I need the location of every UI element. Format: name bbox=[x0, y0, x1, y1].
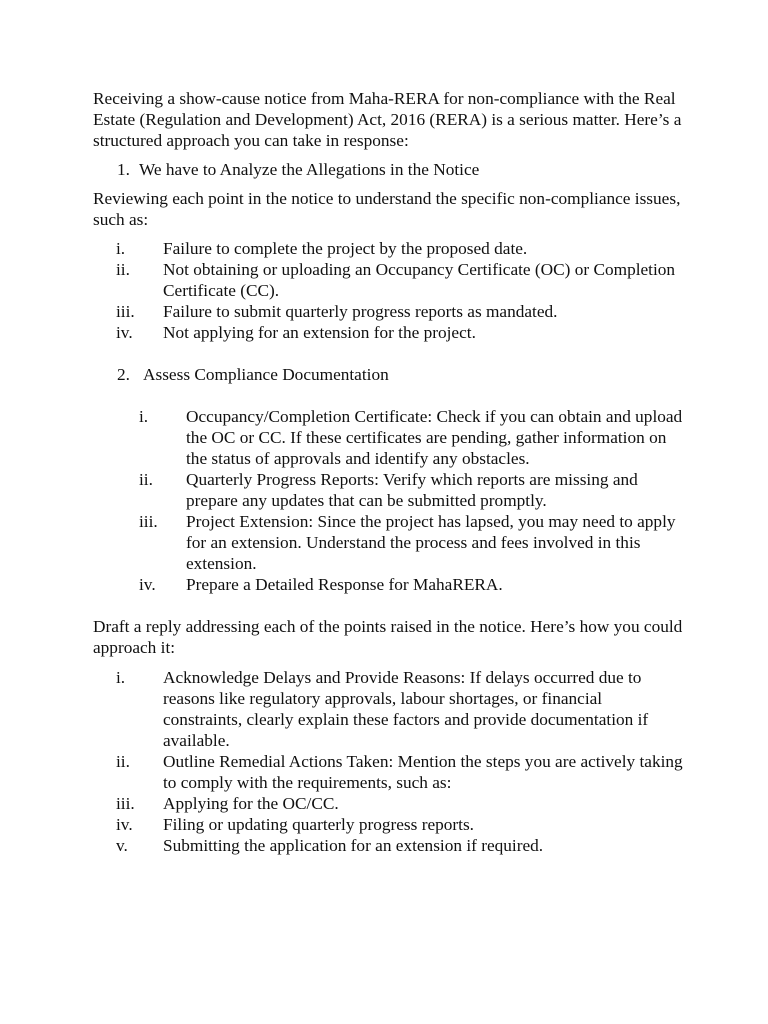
section-1-title: We have to Analyze the Allegations in the Notice bbox=[139, 160, 480, 179]
list-item-text: Failure to complete the project by the proposed date. bbox=[163, 239, 528, 258]
list-item-number: iv. bbox=[116, 323, 133, 342]
list-item-text: Project Extension: Since the project has lapsed, you may need to apply for an extension. Understand the process and fees involved in this extension. bbox=[186, 512, 676, 573]
list-item-text: Prepare a Detailed Response for MahaRERA. bbox=[186, 575, 503, 594]
list-item-text: Not obtaining or uploading an Occupancy Certificate (OC) or Completion Certificate (CC). bbox=[163, 260, 676, 300]
section-1-heading bbox=[93, 159, 683, 180]
section-2-number: 2. bbox=[117, 365, 130, 384]
list-item-number: v. bbox=[116, 836, 128, 855]
list-item-text: Quarterly Progress Reports: Verify which reports are missing and prepare any updates that can be submitted promptly. bbox=[186, 470, 638, 510]
section-2-list bbox=[93, 406, 683, 595]
list-item bbox=[93, 814, 683, 835]
list-item-number: i. bbox=[116, 239, 126, 258]
section-3-list bbox=[93, 667, 683, 856]
list-item-number: ii. bbox=[116, 752, 130, 771]
section-1-list bbox=[93, 238, 683, 343]
list-item bbox=[93, 238, 683, 259]
list-item-number: iii. bbox=[116, 794, 135, 813]
list-item-text: Occupancy/Completion Certificate: Check if you can obtain and upload the OC or CC. If these certificates are pending, gather information on the status of approvals and identify any obstacles. bbox=[186, 407, 683, 468]
list-item-number: iii. bbox=[116, 302, 135, 321]
list-item-text: Submitting the application for an extension if required. bbox=[163, 836, 544, 855]
list-item bbox=[93, 574, 683, 595]
list-item-number: iv. bbox=[116, 815, 133, 834]
list-item-number: iv. bbox=[139, 575, 156, 594]
list-item bbox=[93, 301, 683, 322]
list-item-number: ii. bbox=[139, 470, 153, 489]
list-item bbox=[93, 835, 683, 856]
intro-paragraph: Receiving a show-cause notice from Maha-RERA for non-compliance with the Real Estate (Regulation and Development) Act, 2016 (RERA) is a serious matter. Here’s a structured approach you can take in response: bbox=[93, 89, 682, 150]
list-item bbox=[93, 667, 683, 751]
list-item bbox=[93, 259, 683, 301]
list-item-text: Acknowledge Delays and Provide Reasons: If delays occurred due to reasons like regulatory approvals, labour shortages, or financial constraints, clearly explain these factors and provide documentation if available. bbox=[163, 668, 649, 750]
list-item bbox=[93, 793, 683, 814]
list-item-number: ii. bbox=[116, 260, 130, 279]
document-body bbox=[93, 88, 683, 856]
section-1-lead: Reviewing each point in the notice to understand the specific non-compliance issues, such as: bbox=[93, 189, 681, 229]
section-2-heading bbox=[93, 364, 683, 385]
list-item-text: Not applying for an extension for the project. bbox=[163, 323, 476, 342]
section-3-lead: Draft a reply addressing each of the points raised in the notice. Here’s how you could approach it: bbox=[93, 617, 683, 657]
list-item-text: Outline Remedial Actions Taken: Mention the steps you are actively taking to comply with the requirements, such as: bbox=[163, 752, 683, 792]
list-item-text: Filing or updating quarterly progress reports. bbox=[163, 815, 475, 834]
list-item-number: iii. bbox=[139, 512, 158, 531]
list-item bbox=[93, 322, 683, 343]
list-item-number: i. bbox=[116, 668, 126, 687]
list-item-text: Applying for the OC/CC. bbox=[163, 794, 339, 813]
list-item-number: i. bbox=[139, 407, 149, 426]
list-item-text: Failure to submit quarterly progress reports as mandated. bbox=[163, 302, 558, 321]
section-2-title: Assess Compliance Documentation bbox=[143, 365, 389, 384]
list-item bbox=[93, 406, 683, 469]
list-item bbox=[93, 469, 683, 511]
list-item bbox=[93, 511, 683, 574]
list-item bbox=[93, 751, 683, 793]
section-1-number: 1. bbox=[117, 160, 130, 179]
